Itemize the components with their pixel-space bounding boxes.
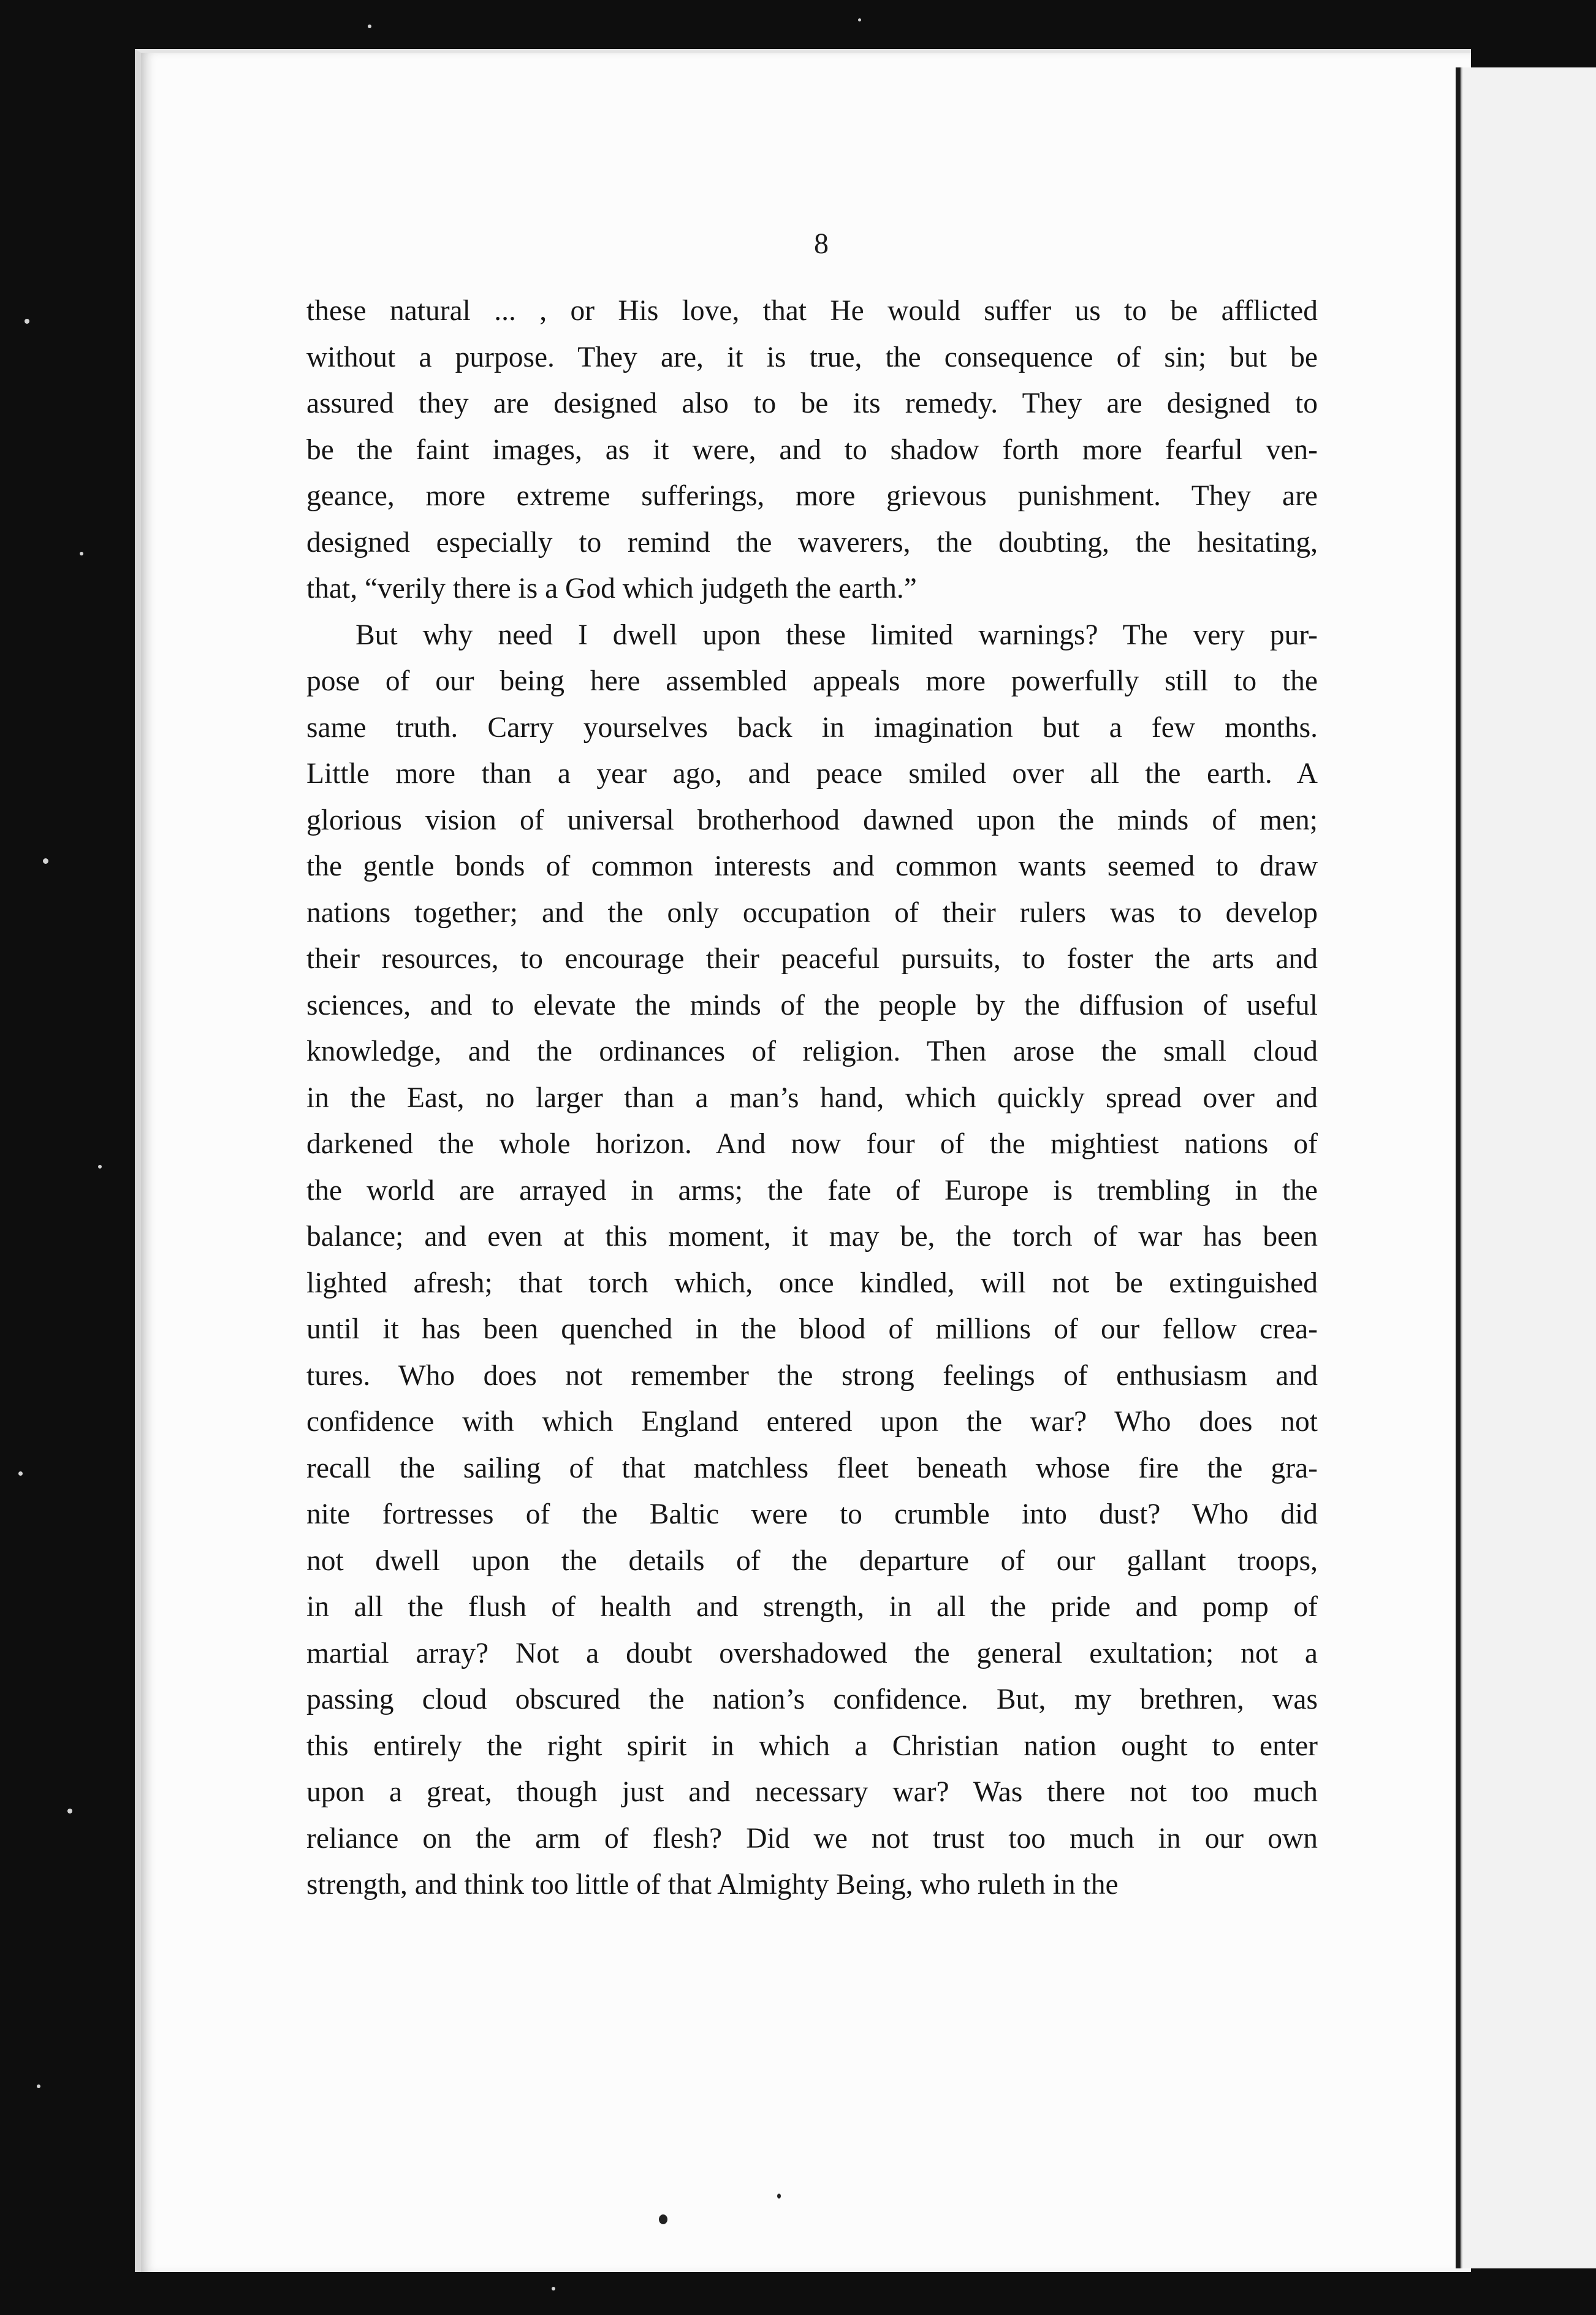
page-gutter <box>1456 67 1461 2268</box>
scan-speck <box>67 1809 72 1813</box>
text-line: geance, more extreme sufferings, more grievous punishment. They are <box>306 480 1318 512</box>
text-line: assured they are designed also to be its remedy. They are designed to <box>306 387 1318 419</box>
scan-speck <box>25 319 29 324</box>
scan-speck <box>858 18 861 21</box>
page-number: 8 <box>814 227 829 260</box>
text-line: the world are arrayed in arms; the fate of Europe is trembling in the <box>306 1174 1318 1207</box>
scan-speck <box>37 2084 40 2088</box>
adjacent-page-edge <box>1461 67 1596 2268</box>
text-line: confidence with which England entered upon the war? Who does not <box>306 1406 1318 1438</box>
text-line: in all the flush of health and strength, in all the pride and pomp of <box>306 1591 1318 1623</box>
text-line: reliance on the arm of flesh? Did we not trust too much in our own <box>306 1822 1318 1855</box>
text-line: balance; and even at this moment, it may be, the torch of war has been <box>306 1221 1318 1253</box>
text-line: the gentle bonds of common interests and common wants seemed to draw <box>306 850 1318 882</box>
text-line: be the faint images, as it were, and to shadow forth more fearful ven- <box>306 433 1318 466</box>
text-line: that, “verily there is a God which judgeth the earth.” <box>306 573 917 604</box>
text-line: Little more than a year ago, and peace smiled over all the earth. A <box>306 758 1318 790</box>
scan-speck <box>98 1165 102 1169</box>
scan-speck <box>80 552 83 555</box>
text-line: pose of our being here assembled appeals more powerfully still to the <box>306 665 1318 697</box>
text-line: glorious vision of universal brotherhood dawned upon the minds of men; <box>306 804 1318 836</box>
text-line: sciences, and to elevate the minds of the people by the diffusion of useful <box>306 989 1318 1021</box>
scan-speck <box>552 2287 555 2290</box>
text-line: But why need I dwell upon these limited warnings? The very pur- <box>355 619 1318 651</box>
page-blemish <box>659 2214 667 2224</box>
scan-speck <box>43 858 48 864</box>
text-line: recall the sailing of that matchless fleet beneath whose fire the gra- <box>306 1452 1318 1484</box>
paragraph <box>306 288 1318 612</box>
text-line: without a purpose. They are, it is true, the consequence of sin; but be <box>306 341 1318 373</box>
text-line: tures. Who does not remember the strong feelings of enthusiasm and <box>306 1359 1318 1392</box>
text-line: martial array? Not a doubt overshadowed the general exultation; not a <box>306 1637 1318 1669</box>
text-line: nations together; and the only occupation of their rulers was to develop <box>306 896 1318 929</box>
text-line: this entirely the right spirit in which a Christian nation ought to enter <box>306 1730 1318 1762</box>
text-line: lighted afresh; that torch which, once kindled, will not be extinguished <box>306 1267 1318 1299</box>
text-line: same truth. Carry yourselves back in imagination but a few months. <box>306 711 1318 744</box>
text-line: darkened the whole horizon. And now four of the mightiest nations of <box>306 1128 1318 1160</box>
text-line: not dwell upon the details of the departure of our gallant troops, <box>306 1544 1318 1577</box>
scan-speck <box>18 1471 23 1476</box>
text-line: passing cloud obscured the nation’s confidence. But, my brethren, was <box>306 1684 1318 1715</box>
page-blemish <box>777 2194 781 2199</box>
text-line: these natural ... , or His love, that He would suffer us to be afflicted <box>306 295 1318 327</box>
text-line: upon a great, though just and necessary war? Was there not too much <box>306 1776 1318 1808</box>
text-line: strength, and think too little of that Almighty Being, who ruleth in the <box>306 1869 1119 1901</box>
text-line: in the East, no larger than a man’s hand, which quickly spread over and <box>306 1081 1318 1114</box>
text-line: their resources, to encourage their peaceful pursuits, to foster the arts and <box>306 943 1318 975</box>
text-line: knowledge, and the ordinances of religion. Then arose the small cloud <box>306 1035 1318 1067</box>
page-body-text <box>306 288 1318 1909</box>
text-line: nite fortresses of the Baltic were to crumble into dust? Who did <box>306 1498 1318 1530</box>
text-line: designed especially to remind the waverers, the doubting, the hesitating, <box>306 526 1318 559</box>
scan-speck <box>368 25 371 28</box>
paragraph <box>306 612 1318 1909</box>
text-line: until it has been quenched in the blood of millions of our fellow crea- <box>306 1313 1318 1345</box>
